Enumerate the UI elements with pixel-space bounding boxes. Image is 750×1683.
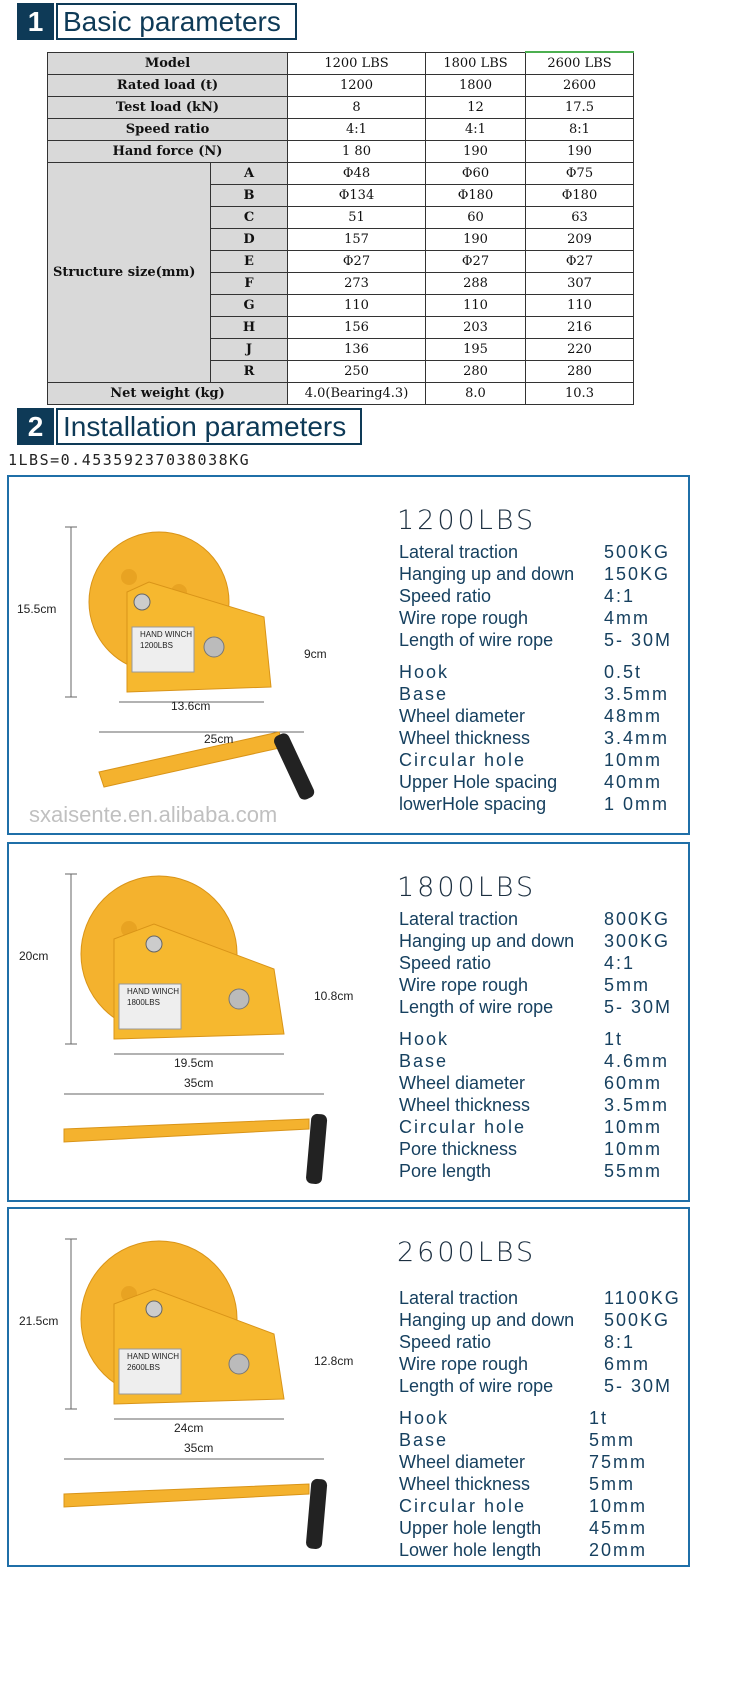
spec-label: Upper Hole spacing — [399, 772, 558, 792]
table-cell: 2600 — [526, 74, 634, 96]
plate-model: 1800LBS — [127, 998, 160, 1007]
spec-label: Base — [399, 684, 449, 704]
spec-value: 1t — [604, 1029, 624, 1049]
spec-label: Speed ratio — [399, 586, 492, 606]
table-cell: 63 — [526, 206, 634, 228]
spec-row — [399, 1517, 681, 1539]
winch-panel-2600lbs — [7, 1207, 690, 1567]
spec-row — [399, 1473, 681, 1495]
spec-label: Wire rope rough — [399, 1354, 529, 1374]
spec-row — [399, 1138, 672, 1160]
table-cell: 273 — [288, 272, 426, 294]
section-header-basic — [17, 3, 297, 40]
spec-label: Upper hole length — [399, 1518, 542, 1538]
table-cell: C — [211, 206, 288, 228]
table-cell: 1 80 — [288, 140, 426, 162]
spec-value: 1100KG — [604, 1288, 681, 1308]
table-cell: G — [211, 294, 288, 316]
spec-value: 5mm — [604, 975, 650, 995]
handle-dimension: 35cm — [184, 1076, 214, 1090]
width-dimension: 13.6cm — [171, 699, 211, 713]
table-cell: 8:1 — [526, 118, 634, 140]
spec-value: 60mm — [604, 1073, 663, 1093]
table-cell: Φ27 — [526, 250, 634, 272]
spec-label: Circular hole — [399, 1496, 527, 1516]
spec-row — [399, 661, 672, 683]
width-dimension: 19.5cm — [174, 1056, 214, 1070]
table-cell: 10.3 — [526, 382, 634, 404]
table-cell: 156 — [288, 316, 426, 338]
spec-label: Wire rope rough — [399, 608, 529, 628]
spec-label: Length of wire rope — [399, 997, 554, 1017]
table-cell: 4:1 — [288, 118, 426, 140]
spec-row — [399, 1072, 672, 1094]
spec-label: Wheel thickness — [399, 1095, 531, 1115]
plate-title: HAND WINCH — [140, 630, 192, 639]
spec-value: 1 0mm — [604, 794, 670, 814]
winch-panel-1800lbs — [7, 842, 690, 1202]
spec-row — [399, 908, 672, 930]
spec-list — [399, 1287, 681, 1561]
spec-value: 8:1 — [604, 1332, 636, 1352]
section-title: Basic parameters — [56, 3, 297, 40]
nameplate — [127, 986, 179, 1008]
spec-row — [399, 996, 672, 1018]
table-cell: 307 — [526, 272, 634, 294]
spec-value: 500KG — [604, 1310, 671, 1330]
spec-label: Circular hole — [399, 750, 527, 770]
spec-row — [399, 1375, 681, 1397]
spec-value: 5- 30M — [604, 630, 673, 650]
spec-label: Hanging up and down — [399, 564, 575, 584]
spec-row — [399, 952, 672, 974]
spec-value: 4mm — [604, 608, 650, 628]
table-cell: 1200 — [288, 74, 426, 96]
winch-panel-1200lbs — [7, 475, 690, 835]
table-cell: 110 — [526, 294, 634, 316]
table-cell: 8.0 — [426, 382, 526, 404]
handle-dimension: 35cm — [184, 1441, 214, 1455]
spec-label: Pore length — [399, 1161, 492, 1181]
table-cell: 8 — [288, 96, 426, 118]
spec-label: Lower hole length — [399, 1540, 542, 1560]
spec-row — [399, 683, 672, 705]
table-cell: 1800 LBS — [426, 52, 526, 74]
section-header-installation — [17, 408, 362, 445]
plate-model: 2600LBS — [127, 1363, 160, 1372]
spec-value: 48mm — [604, 706, 663, 726]
table-cell: 110 — [426, 294, 526, 316]
table-cell: 190 — [426, 228, 526, 250]
table-cell: 136 — [288, 338, 426, 360]
table-cell: Net weight (kg) — [48, 382, 288, 404]
spec-value: 0.5t — [604, 662, 643, 682]
spec-row — [399, 749, 672, 771]
spec-row — [399, 727, 672, 749]
watermark: sxaisente.en.alibaba.com — [29, 802, 278, 827]
spec-label: Speed ratio — [399, 1332, 492, 1352]
height-dimension: 20cm — [19, 949, 49, 963]
table-row — [48, 140, 634, 162]
nameplate — [140, 629, 192, 651]
height-dimension: 21.5cm — [19, 1314, 59, 1328]
table-row — [48, 118, 634, 140]
spec-value: 10mm — [604, 1139, 663, 1159]
side-dimension: 12.8cm — [314, 1354, 354, 1368]
plate-model: 1200LBS — [140, 641, 173, 650]
spec-row — [399, 1495, 681, 1517]
spec-label: Length of wire rope — [399, 1376, 554, 1396]
spec-row — [399, 1331, 681, 1353]
spec-label: Lateral traction — [399, 909, 519, 929]
table-cell: Φ180 — [426, 184, 526, 206]
spec-label: Hook — [399, 1408, 450, 1428]
table-cell: 1200 LBS — [288, 52, 426, 74]
table-row — [48, 74, 634, 96]
table-row — [48, 162, 634, 184]
spec-value: 10mm — [604, 750, 663, 770]
table-cell: 60 — [426, 206, 526, 228]
spec-row — [399, 1407, 681, 1429]
spec-list — [399, 908, 672, 1182]
table-row — [48, 382, 634, 404]
spec-label: Wheel diameter — [399, 1452, 526, 1472]
spec-row — [399, 1050, 672, 1072]
spec-row — [399, 629, 672, 651]
table-cell: 190 — [526, 140, 634, 162]
unit-conversion: 1LBS=0.45359237038038KG — [8, 451, 251, 469]
spec-value: 300KG — [604, 931, 671, 951]
table-cell: 216 — [526, 316, 634, 338]
table-cell: 110 — [288, 294, 426, 316]
spec-value: 5mm — [589, 1430, 635, 1450]
table-cell: 4.0(Bearing4.3) — [288, 382, 426, 404]
spec-label: Hook — [399, 662, 450, 682]
spec-row — [399, 1539, 681, 1561]
table-cell: 195 — [426, 338, 526, 360]
spec-list — [399, 541, 672, 815]
table-cell: E — [211, 250, 288, 272]
spec-row — [399, 1116, 672, 1138]
handle-dimension: 25cm — [204, 732, 234, 746]
spec-row — [399, 1309, 681, 1331]
table-cell: 12 — [426, 96, 526, 118]
spec-value: 6mm — [604, 1354, 650, 1374]
table-cell: 280 — [526, 360, 634, 382]
table-cell: Φ48 — [288, 162, 426, 184]
structure-size-label: Structure size(mm) — [48, 162, 211, 382]
spec-label: Base — [399, 1430, 449, 1450]
spec-label: Wheel diameter — [399, 1073, 526, 1093]
spec-row — [399, 585, 672, 607]
table-cell: 17.5 — [526, 96, 634, 118]
spec-value: 45mm — [589, 1518, 648, 1538]
table-cell: 203 — [426, 316, 526, 338]
spec-row — [399, 793, 672, 815]
spec-value: 4.6mm — [604, 1051, 670, 1071]
spec-value: 4:1 — [604, 953, 636, 973]
table-cell: 190 — [426, 140, 526, 162]
section-number: 1 — [17, 3, 54, 40]
winch-illustration — [9, 844, 389, 1200]
table-cell: 250 — [288, 360, 426, 382]
table-cell: Φ75 — [526, 162, 634, 184]
spec-label: Wire rope rough — [399, 975, 529, 995]
table-cell: Φ27 — [426, 250, 526, 272]
spec-label: Wheel thickness — [399, 1474, 531, 1494]
spec-row — [399, 1160, 672, 1182]
spec-row — [399, 974, 672, 996]
spec-row — [399, 771, 672, 793]
spec-row — [399, 607, 672, 629]
spec-label: Wheel diameter — [399, 706, 526, 726]
spec-row — [399, 1353, 681, 1375]
table-cell: R — [211, 360, 288, 382]
table-cell: A — [211, 162, 288, 184]
spec-value: 150KG — [604, 564, 671, 584]
table-cell: Model — [48, 52, 288, 74]
spec-value: 10mm — [604, 1117, 663, 1137]
height-dimension: 15.5cm — [17, 602, 57, 616]
table-cell: 157 — [288, 228, 426, 250]
table-cell: 220 — [526, 338, 634, 360]
spec-value: 5- 30M — [604, 1376, 673, 1396]
table-cell: Test load (kN) — [48, 96, 288, 118]
width-dimension: 24cm — [174, 1421, 204, 1435]
spec-value: 1t — [589, 1408, 609, 1428]
table-cell: 280 — [426, 360, 526, 382]
spec-label: Length of wire rope — [399, 630, 554, 650]
spec-value: 20mm — [589, 1540, 648, 1560]
spec-label: lowerHole spacing — [399, 794, 547, 814]
winch-illustration — [9, 477, 389, 833]
spec-label: Lateral traction — [399, 1288, 519, 1308]
plate-title: HAND WINCH — [127, 1352, 179, 1361]
spec-row — [399, 705, 672, 727]
spec-label: Pore thickness — [399, 1139, 518, 1159]
table-header-row — [48, 52, 634, 74]
table-cell: Φ134 — [288, 184, 426, 206]
spec-label: Speed ratio — [399, 953, 492, 973]
table-cell: H — [211, 316, 288, 338]
spec-label: Circular hole — [399, 1117, 527, 1137]
spec-row — [399, 1451, 681, 1473]
side-dimension: 9cm — [304, 647, 327, 661]
table-cell: 4:1 — [426, 118, 526, 140]
spec-value: 3.5mm — [604, 1095, 670, 1115]
spec-value: 4:1 — [604, 586, 636, 606]
table-cell: Rated load (t) — [48, 74, 288, 96]
spec-label: Wheel thickness — [399, 728, 531, 748]
table-cell: 2600 LBS — [526, 52, 634, 74]
spec-row — [399, 541, 672, 563]
parameters-table — [47, 51, 634, 405]
spec-value: 3.5mm — [604, 684, 670, 704]
spec-value: 10mm — [589, 1496, 648, 1516]
nameplate — [127, 1351, 179, 1373]
table-cell: Φ60 — [426, 162, 526, 184]
spec-label: Lateral traction — [399, 542, 519, 562]
spec-label: Base — [399, 1051, 449, 1071]
section-title: Installation parameters — [56, 408, 362, 445]
winch-illustration — [9, 1209, 389, 1565]
table-cell: D — [211, 228, 288, 250]
table-cell: F — [211, 272, 288, 294]
table-cell: Φ27 — [288, 250, 426, 272]
table-cell: 1800 — [426, 74, 526, 96]
plate-title: HAND WINCH — [127, 987, 179, 996]
spec-value: 5mm — [589, 1474, 635, 1494]
table-cell: Speed ratio — [48, 118, 288, 140]
spec-row — [399, 1028, 672, 1050]
side-dimension: 10.8cm — [314, 989, 354, 1003]
table-cell: J — [211, 338, 288, 360]
spec-label: Hook — [399, 1029, 450, 1049]
spec-row — [399, 563, 672, 585]
spec-value: 5- 30M — [604, 997, 673, 1017]
section-number: 2 — [17, 408, 54, 445]
spec-value: 40mm — [604, 772, 663, 792]
spec-row — [399, 1094, 672, 1116]
spec-row — [399, 930, 672, 952]
spec-label: Hanging up and down — [399, 1310, 575, 1330]
model-title: 2600LBS — [397, 1237, 537, 1268]
spec-row — [399, 1287, 681, 1309]
spec-value: 3.4mm — [604, 728, 670, 748]
model-title: 1800LBS — [397, 872, 537, 903]
spec-value: 55mm — [604, 1161, 663, 1181]
table-row — [48, 96, 634, 118]
table-cell: Hand force (N) — [48, 140, 288, 162]
table-cell: Φ180 — [526, 184, 634, 206]
spec-value: 800KG — [604, 909, 671, 929]
spec-label: Hanging up and down — [399, 931, 575, 951]
table-cell: 51 — [288, 206, 426, 228]
spec-value: 500KG — [604, 542, 671, 562]
table-cell: 209 — [526, 228, 634, 250]
spec-value: 75mm — [589, 1452, 648, 1472]
spec-row — [399, 1429, 681, 1451]
table-cell: 288 — [426, 272, 526, 294]
model-title: 1200LBS — [397, 505, 537, 536]
table-cell: B — [211, 184, 288, 206]
